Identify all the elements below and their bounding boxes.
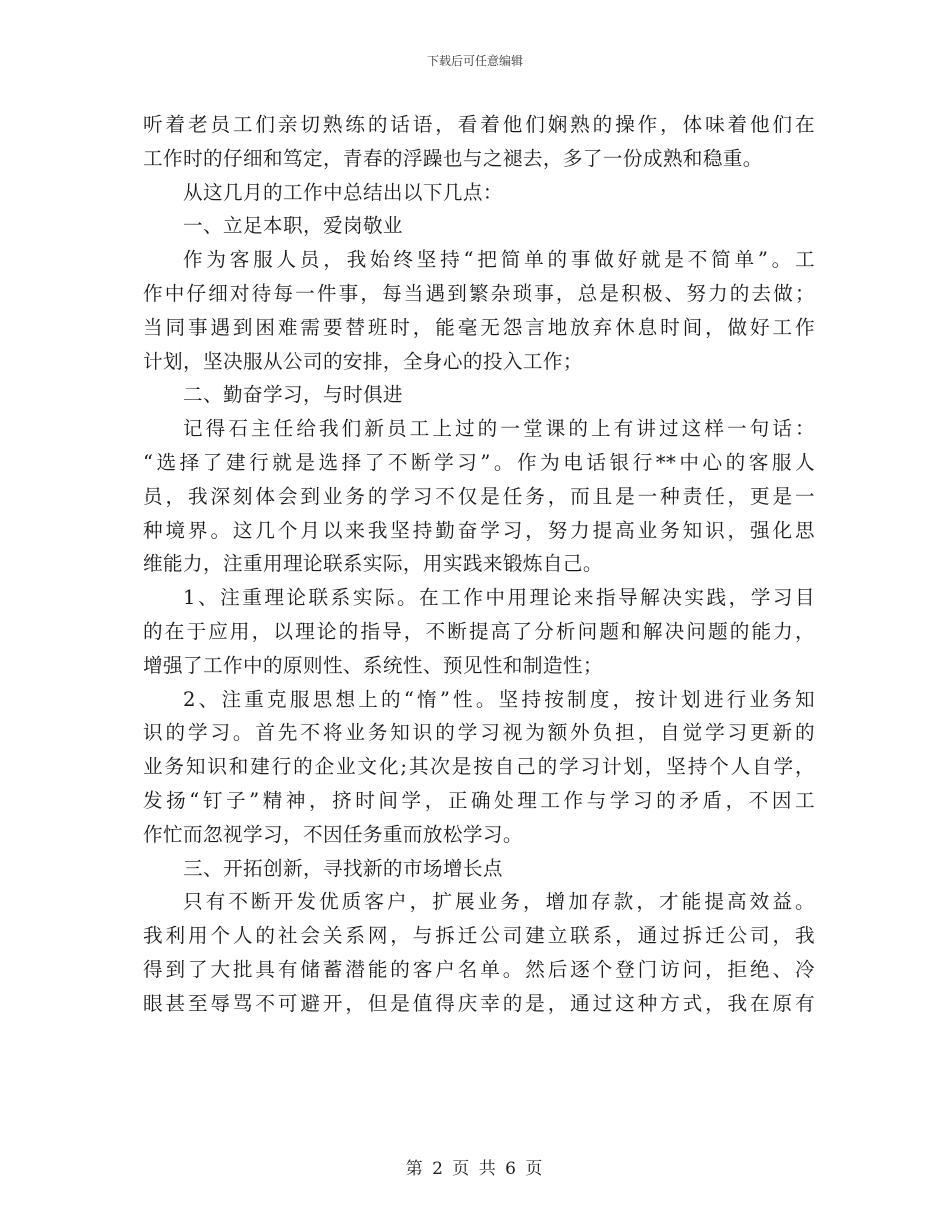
document-body bbox=[143, 108, 815, 1021]
page-footer: 第 2 页 共 6 页 bbox=[405, 1159, 545, 1179]
text-line: 增强了工作中的原则性、系统性、预见性和制造性； bbox=[143, 653, 603, 677]
page-header: 下载后可任意编辑 bbox=[426, 54, 523, 68]
text-line: 的在于应用，以理论的指导，不断提高了分析问题和解决问题的能力， bbox=[143, 619, 815, 643]
text-line: 眼甚至辱骂不可避开，但是值得庆幸的是，通过这种方式，我在原有 bbox=[143, 991, 815, 1015]
text-line: 二、勤奋学习，与时俱进 bbox=[183, 383, 403, 407]
text-line: 计划，坚决服从公司的安排，全身心的投入工作； bbox=[143, 349, 583, 373]
text-line: 作中仔细对待每一件事，每当遇到繁杂琐事，总是积极、努力的去做； bbox=[143, 281, 815, 305]
text-line: 2、注重克服思想上的“惰”性。坚持按制度，按计划进行业务知 bbox=[183, 687, 815, 711]
text-line: 三、开拓创新，寻找新的市场增长点 bbox=[183, 856, 503, 880]
text-line: 当同事遇到困难需要替班时，能毫无怨言地放弃休息时间，做好工作 bbox=[143, 315, 815, 339]
text-line: 作为客服人员，我始终坚持“把简单的事做好就是不简单”。工 bbox=[183, 248, 815, 272]
text-line: 维能力，注重用理论联系实际，用实践来锻炼自己。 bbox=[143, 552, 603, 576]
text-line: 工作时的仔细和笃定，青春的浮躁也与之褪去，多了一份成熟和稳重。 bbox=[143, 146, 763, 170]
text-line: 我利用个人的社会关系网，与拆迁公司建立联系，通过拆迁公司，我 bbox=[143, 924, 815, 948]
text-line: 种境界。这几个月以来我坚持勤奋学习，努力提高业务知识，强化思 bbox=[143, 518, 815, 542]
text-line: 业务知识和建行的企业文化;其次是按自己的学习计划，坚持个人自学， bbox=[143, 755, 815, 779]
text-line: 发扬“钉子”精神，挤时间学，正确处理工作与学习的矛盾，不因工 bbox=[143, 788, 815, 812]
text-line: 识的学习。首先不将业务知识的学习视为额外负担，自觉学习更新的 bbox=[143, 721, 815, 745]
text-line: 得到了大批具有储蓄潜能的客户名单。然后逐个登门访问，拒绝、冷 bbox=[143, 957, 815, 981]
text-line: 一、立足本职，爱岗敬业 bbox=[183, 214, 403, 238]
text-line: 1、注重理论联系实际。在工作中用理论来指导解决实践，学习目 bbox=[183, 586, 815, 610]
text-line: 记得石主任给我们新员工上过的一堂课的上有讲过这样一句话： bbox=[183, 417, 815, 441]
text-line: 作忙而忽视学习，不因任务重而放松学习。 bbox=[143, 822, 523, 846]
text-line: 只有不断开发优质客户，扩展业务，增加存款，才能提高效益。 bbox=[183, 890, 815, 914]
text-line: 听着老员工们亲切熟练的话语，看着他们娴熟的操作，体味着他们在 bbox=[143, 113, 815, 136]
text-line: 员，我深刻体会到业务的学习不仅是任务，而且是一种责任，更是一 bbox=[143, 484, 815, 508]
text-line: “选择了建行就是选择了不断学习”。作为电话银行**中心的客服人 bbox=[143, 450, 815, 474]
text-line: 从这几月的工作中总结出以下几点： bbox=[183, 180, 503, 204]
